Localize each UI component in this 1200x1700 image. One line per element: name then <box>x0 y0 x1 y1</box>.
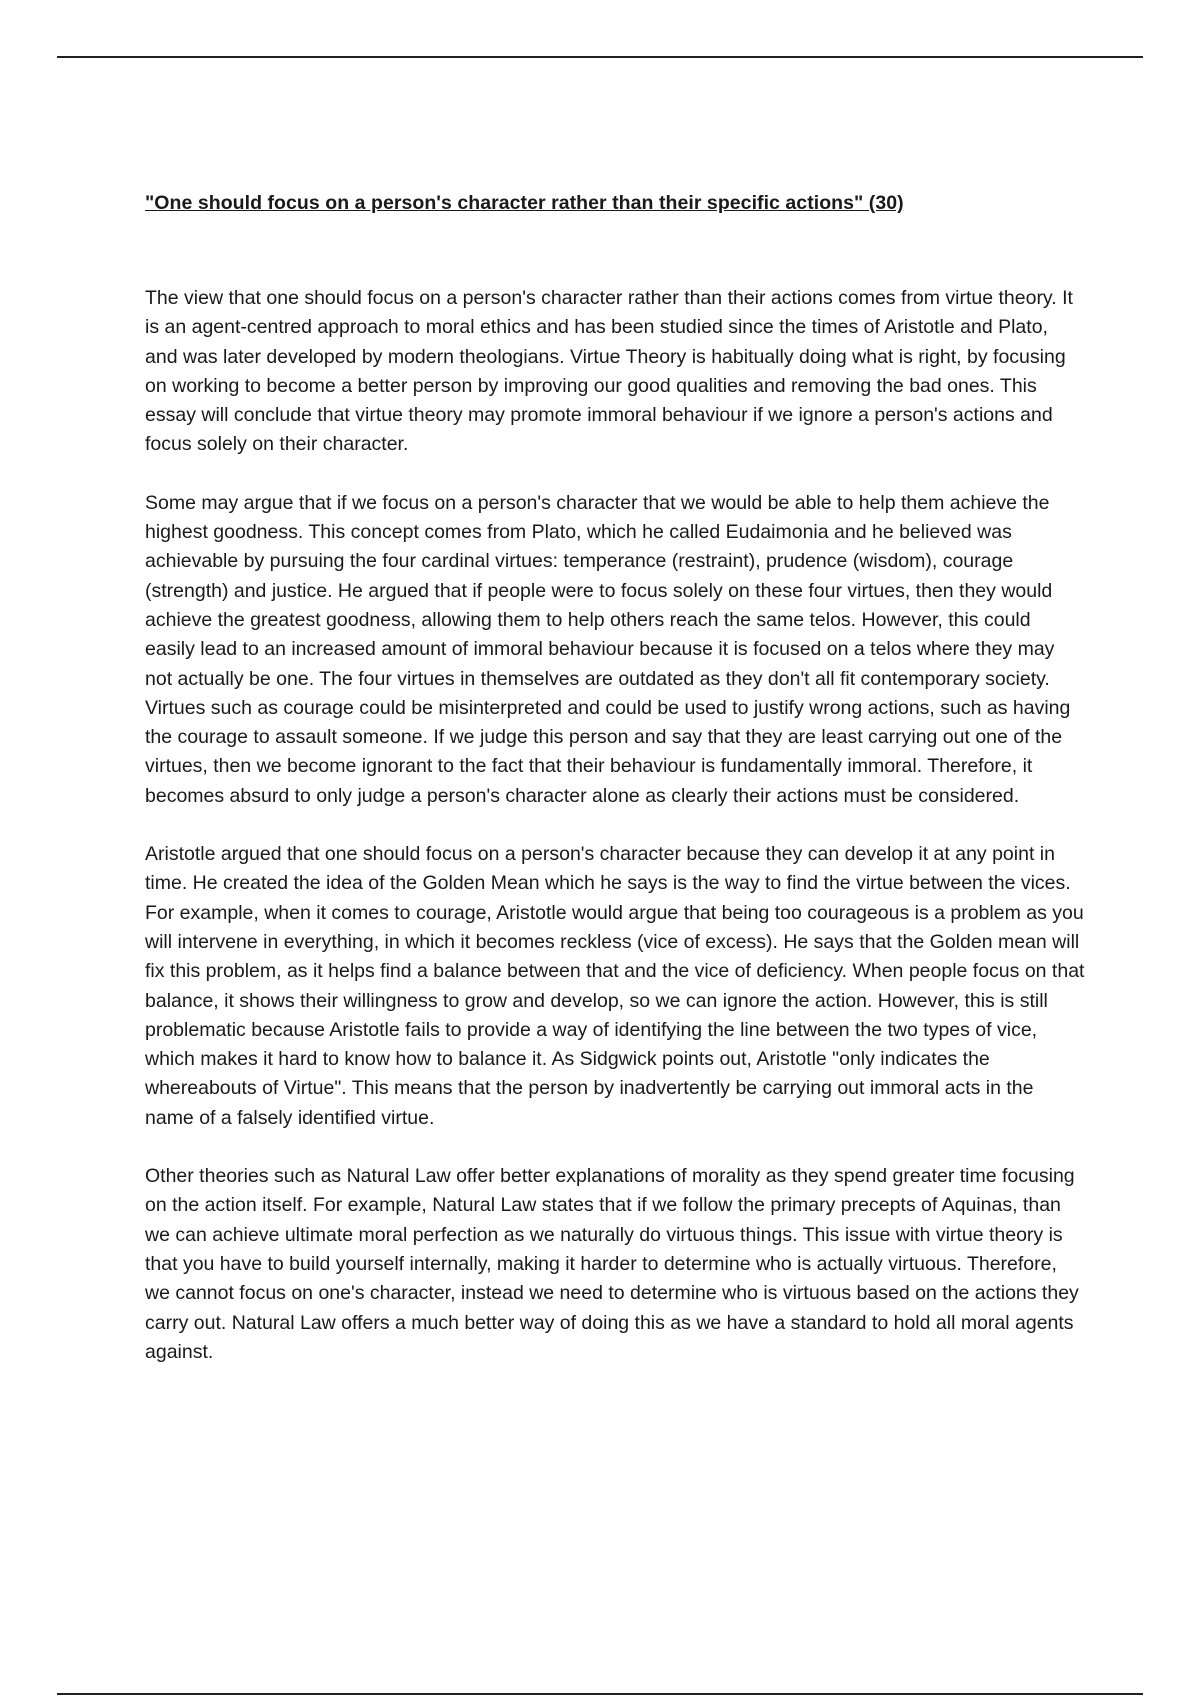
essay-body <box>145 188 1085 1396</box>
essay-title: "One should focus on a person's character rather than their specific actions" (30) <box>145 192 904 214</box>
top-rule <box>57 56 1143 58</box>
paragraph-natural-law: Other theories such as Natural Law offer better explanations of morality as they spend greater time focusing on the action itself. For example, Natural Law states that if we follow the primary precepts of Aquinas, than we can achieve ultimate moral perfection as we naturally do virtuous things. This issue with virtue theory is that you have to build yourself internally, making it harder to determine who is actually virtuous. Therefore, we cannot focus on one's character, instead we need to determine who is virtuous based on the actions they carry out. Natural Law offers a much better way of doing this as we have a standard to hold all moral agents against. <box>145 1165 1079 1363</box>
paragraph-plato: Some may argue that if we focus on a person's character that we would be able to help them achieve the highest goodness. This concept comes from Plato, which he called Eudaimonia and he believed was achievable by pursuing the four cardinal virtues: temperance (restraint), prudence (wisdom), courage (strength) and justice. He argued that if people were to focus solely on these four virtues, then they would achieve the greatest goodness, allowing them to help others reach the same telos. However, this could easily lead to an increased amount of immoral behaviour because it is focused on a telos where they may not actually be one. The four virtues in themselves are outdated as they don't all fit contemporary society. Virtues such as courage could be misinterpreted and could be used to justify wrong actions, such as having the courage to assault someone. If we judge this person and say that they are least carrying out one of the virtues, then we become ignorant to the fact that their behaviour is fundamentally immoral. Therefore, it becomes absurd to only judge a person's character alone as clearly their actions must be considered. <box>145 491 1071 807</box>
bottom-rule <box>57 1693 1143 1695</box>
paragraph-intro: The view that one should focus on a person's character rather than their actions comes from virtue theory. It is an agent-centred approach to moral ethics and has been studied since the times of Aristotle and Plato, and was later developed by modern theologians. Virtue Theory is habitually doing what is right, by focusing on working to become a better person by improving our good qualities and removing the bad ones. This essay will conclude that virtue theory may promote immoral behaviour if we ignore a person's actions and focus solely on their character. <box>145 287 1073 456</box>
paragraph-aristotle: Aristotle argued that one should focus on a person's character because they can develop it at any point in time. He created the idea of the Golden Mean which he says is the way to find the virtue between the vices. For example, when it comes to courage, Aristotle would argue that being too courageous is a problem as you will intervene in everything, in which it becomes reckless (vice of excess). He says that the Golden mean will fix this problem, as it helps find a balance between that and the vice of deficiency. When people focus on that balance, it shows their willingness to grow and develop, so we can ignore the action. However, this is still problematic because Aristotle fails to provide a way of identifying the line between the two types of vice, which makes it hard to know how to balance it. As Sidgwick points out, Aristotle "only indicates the whereabouts of Virtue". This means that the person by inadvertently be carrying out immoral acts in the name of a falsely identified virtue. <box>145 843 1085 1129</box>
